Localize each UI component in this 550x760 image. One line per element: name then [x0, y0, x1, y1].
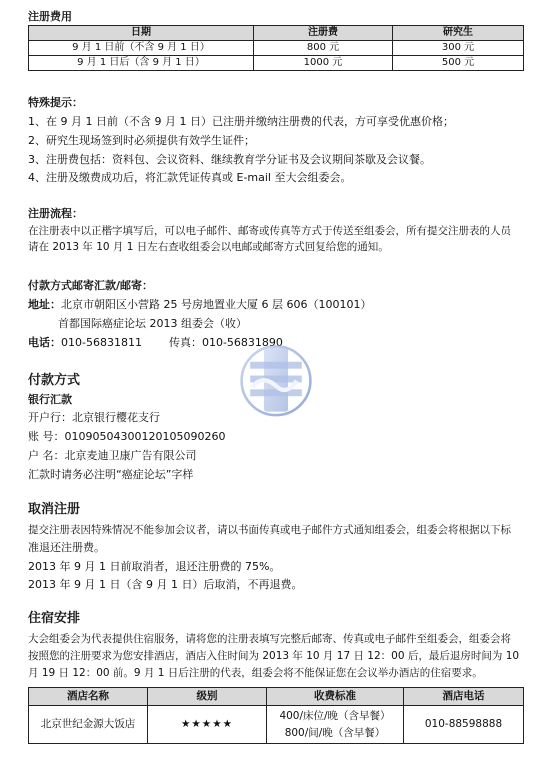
- fee-table: [28, 25, 524, 71]
- lodging-line: 月 19 日 12：00 前。9 月 1 日后注册的代表，组委会将不能保证您在会议举办酒店的住宿要求。: [28, 666, 483, 679]
- fee-cell: 300 元: [393, 41, 524, 56]
- cancel-line: 2013 年 9 月 1 日前取消者，退还注册费的 75%。: [28, 559, 281, 573]
- lodging-line: 按照您的注册要求为您安排酒店，酒店入住时间为 2013 年 10 月 17 日 12：00 后，最后退房时间为 10: [28, 649, 520, 662]
- cancel-line: 提交注册表因特殊情况不能参加会议者，请以书面传真或电子邮件方式通知组委会，组委会将根据以下标: [28, 523, 511, 536]
- hotel-phone: 010-88598888: [404, 706, 524, 744]
- cancel-line: 准退还注册费。: [28, 540, 105, 554]
- cancel-line: 2013 年 9 月 1 日（含 9 月 1 日）后取消，不再退费。: [28, 578, 303, 592]
- payment-title: 付款方式: [28, 373, 81, 388]
- payment-line: 开户行：北京银行樱花支行: [28, 411, 160, 425]
- tips-item: 1、在 9 月 1 日前（不含 9 月 1 日）已注册并缴纳注册费的代表，方可享受优惠价格；: [28, 114, 454, 128]
- table-row: [29, 56, 524, 71]
- hotel-header-level: 级别: [148, 688, 267, 706]
- hotel-header-price: 收费标准: [267, 688, 404, 706]
- payment-line: 账 号：01090504300120105090260: [28, 430, 226, 444]
- hotel-table: [28, 687, 524, 744]
- process-line: 在注册表中以正楷字填写后，可以电子邮件、邮寄或传真等方式于传送至组委会，所有提交注册表的人员: [28, 224, 511, 237]
- conference-logo-watermark-icon: [233, 336, 319, 422]
- table-row: [29, 41, 524, 56]
- tips-title: 特殊提示：: [28, 96, 83, 109]
- tips-item: 4、注册及缴费成功后，将汇款凭证传真或 E-mail 至大会组委会。: [28, 171, 352, 185]
- tips-item: 2、研究生现场签到时必须提供有效学生证件；: [28, 133, 255, 147]
- cancel-section: [28, 501, 528, 593]
- lodging-line: 大会组委会为代表提供住宿服务，请将您的注册表填写完整后邮寄、传真或电子邮件至组委会，组委会将: [28, 632, 511, 645]
- lodging-section: [28, 610, 528, 680]
- fee-header-fee: 注册费: [254, 26, 393, 41]
- cancel-title: 取消注册: [28, 502, 81, 517]
- hotel-stars: ★★★★★: [148, 706, 267, 744]
- fee-cell: 9 月 1 日前（不含 9 月 1 日）: [29, 41, 254, 56]
- hotel-table-header: [29, 688, 524, 706]
- fee-header-date: 日期: [29, 26, 254, 41]
- address-label: 地址：: [28, 297, 61, 311]
- fax-value: 010-56831890: [201, 335, 283, 349]
- process-title: 注册流程：: [28, 207, 83, 220]
- hotel-price-room: 800/间/晚（含早餐）: [284, 726, 386, 739]
- address-line1: 北京市朝阳区小营路 25 号房地置业大厦 6 层 606（100101）: [61, 297, 372, 311]
- hotel-name: 北京世纪金源大饭店: [29, 706, 148, 744]
- fee-cell: 500 元: [393, 56, 524, 71]
- process-section: [28, 207, 528, 254]
- address-row: [28, 298, 528, 313]
- tips-item: 3、注册费包括：资料包、会议资料、继续教育学分证书及会议期间茶歇及会议餐。: [28, 152, 431, 166]
- address-line2: 首都国际癌症论坛 2013 组委会（收）: [58, 316, 247, 330]
- phone-value: 010-56831811: [61, 335, 142, 349]
- fax-label: 传真：: [168, 335, 202, 349]
- tips-section: [28, 96, 528, 186]
- payment-line: 户 名：北京麦迪卫康广告有限公司: [28, 449, 197, 463]
- mail-title: 付款方式邮寄汇款/邮寄：: [28, 279, 154, 292]
- fee-header-student: 研究生: [393, 26, 524, 41]
- process-line: 请在 2013 年 10 月 1 日左右查收组委会以电邮或邮寄方式回复给您的通知。: [28, 241, 389, 254]
- hotel-price: [267, 706, 404, 744]
- fee-cell: 800 元: [254, 41, 393, 56]
- payment-line: 汇款时请务必注明“癌症论坛”字样: [28, 467, 194, 481]
- phone-label: 电话：: [28, 335, 61, 349]
- table-row: [29, 706, 524, 744]
- fee-cell: 9 月 1 日后（含 9 月 1 日）: [29, 56, 254, 71]
- hotel-header-phone: 酒店电话: [404, 688, 524, 706]
- hotel-header-name: 酒店名称: [29, 688, 148, 706]
- lodging-title: 住宿安排: [28, 611, 81, 626]
- hotel-price-bed: 400/床位/晚（含早餐）: [279, 709, 391, 722]
- fee-cell: 1000 元: [254, 56, 393, 71]
- fee-table-header: [29, 26, 524, 41]
- fee-section-title: 注册费用: [28, 10, 72, 23]
- payment-subtitle: 银行汇款: [28, 392, 72, 406]
